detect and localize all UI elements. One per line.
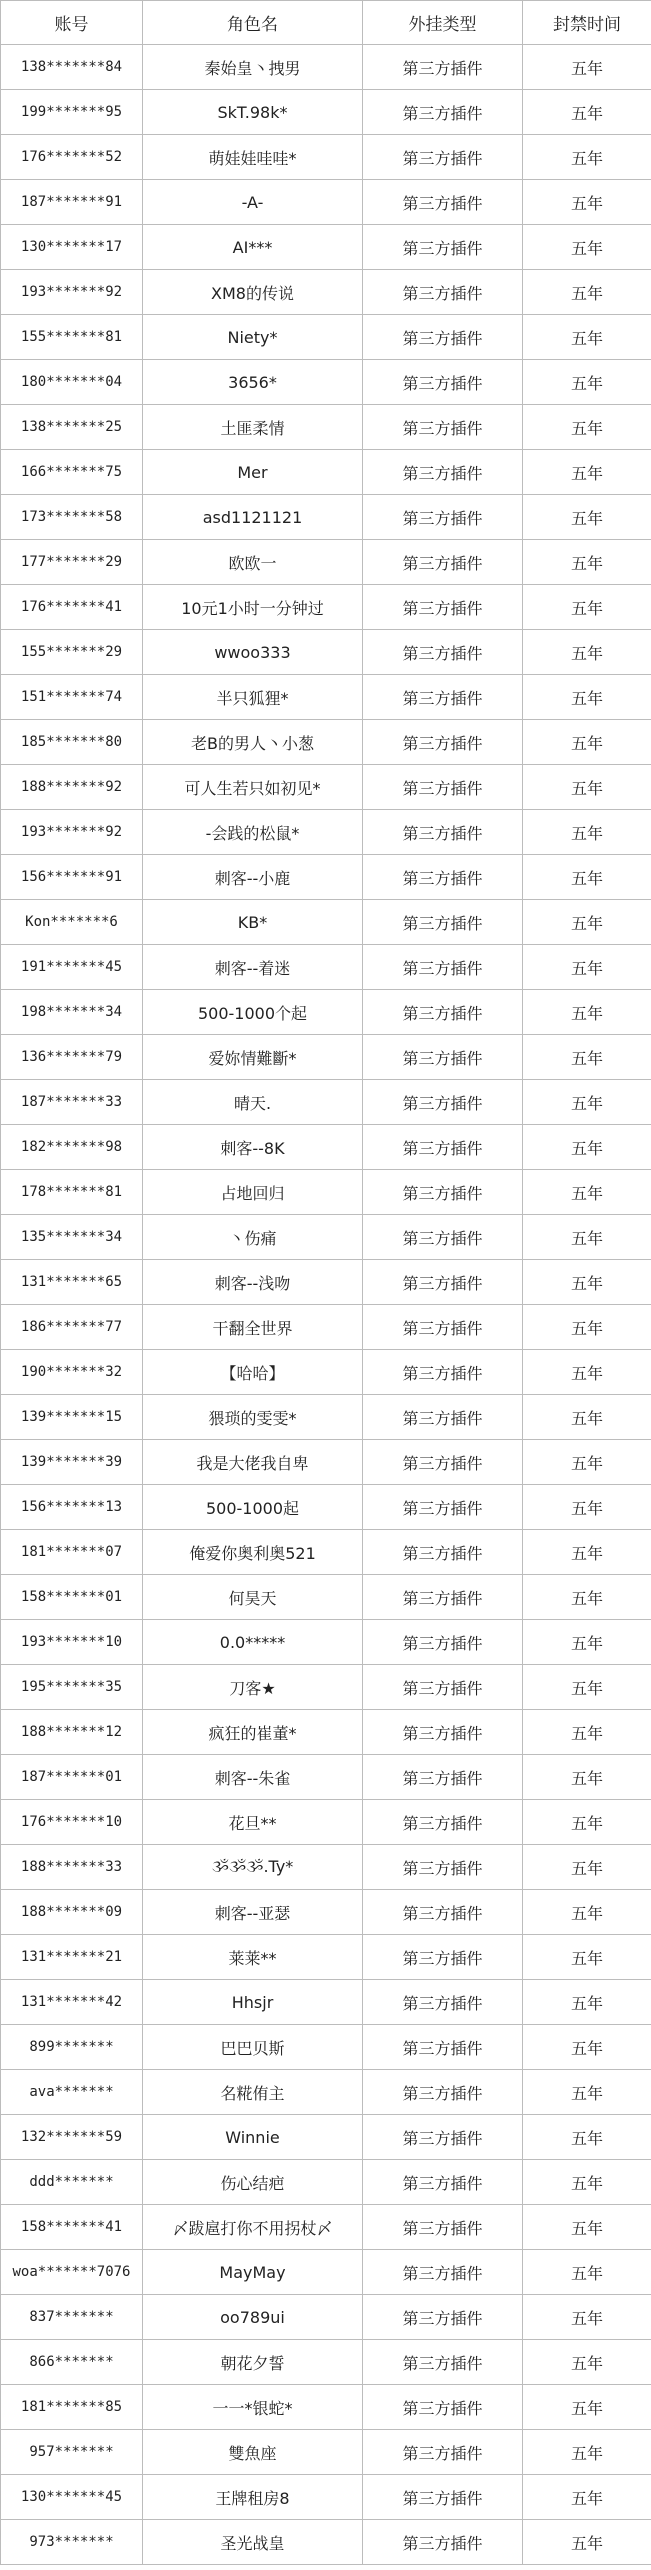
cheat-type-cell: 第三方插件	[363, 1125, 523, 1170]
account-cell: 973*******	[1, 2520, 143, 2565]
ban-duration-cell: 五年	[523, 855, 651, 900]
role-name-cell: 刺客--浅吻	[143, 1260, 363, 1305]
account-cell: 188*******92	[1, 765, 143, 810]
ban-duration-cell: 五年	[523, 765, 651, 810]
cheat-type-cell: 第三方插件	[363, 1350, 523, 1395]
ban-duration-cell: 五年	[523, 1395, 651, 1440]
account-cell: 155*******81	[1, 315, 143, 360]
role-name-cell: 欧欧一	[143, 540, 363, 585]
role-name-cell: Mer	[143, 450, 363, 495]
table-row	[1, 1665, 651, 1710]
table-row	[1, 1440, 651, 1485]
cheat-type-cell: 第三方插件	[363, 1215, 523, 1260]
account-cell: ava*******	[1, 2070, 143, 2115]
account-cell: 193*******92	[1, 810, 143, 855]
role-name-cell: oo789ui	[143, 2295, 363, 2340]
header-account: 账号	[1, 1, 143, 45]
account-cell: 188*******33	[1, 1845, 143, 1890]
role-name-cell: 10元1小时一分钟过	[143, 585, 363, 630]
cheat-type-cell: 第三方插件	[363, 1935, 523, 1980]
table-row	[1, 2475, 651, 2520]
account-cell: 181*******85	[1, 2385, 143, 2430]
cheat-type-cell: 第三方插件	[363, 2115, 523, 2160]
role-name-cell: 500-1000个起	[143, 990, 363, 1035]
account-cell: woa*******7076	[1, 2250, 143, 2295]
role-name-cell: 何昊天	[143, 1575, 363, 1620]
role-name-cell: 占地回归	[143, 1170, 363, 1215]
table-row	[1, 1890, 651, 1935]
table-row	[1, 945, 651, 990]
role-name-cell: 刺客--着迷	[143, 945, 363, 990]
account-cell: 199*******95	[1, 90, 143, 135]
account-cell: 139*******15	[1, 1395, 143, 1440]
account-cell: 131*******21	[1, 1935, 143, 1980]
table-row	[1, 1800, 651, 1845]
ban-duration-cell: 五年	[523, 1710, 651, 1755]
ban-duration-cell: 五年	[523, 270, 651, 315]
role-name-cell: 莱莱**	[143, 1935, 363, 1980]
account-cell: 186*******77	[1, 1305, 143, 1350]
cheat-type-cell: 第三方插件	[363, 540, 523, 585]
table-row	[1, 855, 651, 900]
ban-duration-cell: 五年	[523, 900, 651, 945]
table-row	[1, 2160, 651, 2205]
role-name-cell: SkT.98k*	[143, 90, 363, 135]
account-cell: 130*******17	[1, 225, 143, 270]
table-row	[1, 675, 651, 720]
cheat-type-cell: 第三方插件	[363, 270, 523, 315]
ban-duration-cell: 五年	[523, 495, 651, 540]
cheat-type-cell: 第三方插件	[363, 1845, 523, 1890]
ban-duration-cell: 五年	[523, 2295, 651, 2340]
table-row	[1, 1035, 651, 1080]
account-cell: 190*******32	[1, 1350, 143, 1395]
cheat-type-cell: 第三方插件	[363, 720, 523, 765]
account-cell: 135*******34	[1, 1215, 143, 1260]
cheat-type-cell: 第三方插件	[363, 990, 523, 1035]
table-row	[1, 2295, 651, 2340]
role-name-cell: -会践的松鼠*	[143, 810, 363, 855]
cheat-type-cell: 第三方插件	[363, 2160, 523, 2205]
role-name-cell: 【哈哈】	[143, 1350, 363, 1395]
role-name-cell: wwoo333	[143, 630, 363, 675]
role-name-cell: 王牌租房8	[143, 2475, 363, 2520]
table-row	[1, 1935, 651, 1980]
role-name-cell: 丶伤痛	[143, 1215, 363, 1260]
ban-duration-cell: 五年	[523, 1800, 651, 1845]
role-name-cell: 刺客--亚瑟	[143, 1890, 363, 1935]
ban-duration-cell: 五年	[523, 1215, 651, 1260]
cheat-type-cell: 第三方插件	[363, 2475, 523, 2520]
cheat-type-cell: 第三方插件	[363, 2295, 523, 2340]
role-name-cell: 萌娃娃哇哇*	[143, 135, 363, 180]
cheat-type-cell: 第三方插件	[363, 2205, 523, 2250]
role-name-cell: XM8的传说	[143, 270, 363, 315]
account-cell: Kon*******6	[1, 900, 143, 945]
ban-duration-cell: 五年	[523, 990, 651, 1035]
role-name-cell: 圣光战皇	[143, 2520, 363, 2565]
ban-duration-cell: 五年	[523, 1845, 651, 1890]
table-row	[1, 2385, 651, 2430]
cheat-type-cell: 第三方插件	[363, 1305, 523, 1350]
account-cell: ddd*******	[1, 2160, 143, 2205]
table-row	[1, 1710, 651, 1755]
account-cell: 837*******	[1, 2295, 143, 2340]
account-cell: 136*******79	[1, 1035, 143, 1080]
cheat-type-cell: 第三方插件	[363, 900, 523, 945]
role-name-cell: KB*	[143, 900, 363, 945]
role-name-cell: 伤心结疤	[143, 2160, 363, 2205]
role-name-cell: 疯狂的崔董*	[143, 1710, 363, 1755]
account-cell: 177*******29	[1, 540, 143, 585]
role-name-cell: 猥琐的雯雯*	[143, 1395, 363, 1440]
cheat-type-cell: 第三方插件	[363, 1440, 523, 1485]
role-name-cell: 可人生若只如初见*	[143, 765, 363, 810]
table-body	[1, 45, 651, 2565]
table-row	[1, 1305, 651, 1350]
table-row	[1, 2250, 651, 2295]
ban-duration-cell: 五年	[523, 1980, 651, 2025]
table-row	[1, 990, 651, 1035]
account-cell: 158*******41	[1, 2205, 143, 2250]
cheat-type-cell: 第三方插件	[363, 2250, 523, 2295]
table-row	[1, 315, 651, 360]
cheat-type-cell: 第三方插件	[363, 90, 523, 135]
ban-duration-cell: 五年	[523, 2160, 651, 2205]
table-row	[1, 1530, 651, 1575]
table-row	[1, 135, 651, 180]
ban-duration-cell: 五年	[523, 135, 651, 180]
cheat-type-cell: 第三方插件	[363, 630, 523, 675]
table-row	[1, 450, 651, 495]
cheat-type-cell: 第三方插件	[363, 1530, 523, 1575]
cheat-type-cell: 第三方插件	[363, 405, 523, 450]
cheat-type-cell: 第三方插件	[363, 450, 523, 495]
cheat-type-cell: 第三方插件	[363, 1800, 523, 1845]
table-row	[1, 810, 651, 855]
ban-duration-cell: 五年	[523, 1575, 651, 1620]
ban-duration-cell: 五年	[523, 1035, 651, 1080]
table-row	[1, 2520, 651, 2565]
table-row	[1, 180, 651, 225]
account-cell: 187*******01	[1, 1755, 143, 1800]
header-ban-duration: 封禁时间	[523, 1, 651, 45]
cheat-type-cell: 第三方插件	[363, 360, 523, 405]
role-name-cell: 刺客--8K	[143, 1125, 363, 1170]
cheat-type-cell: 第三方插件	[363, 1035, 523, 1080]
table-row	[1, 90, 651, 135]
ban-duration-cell: 五年	[523, 1170, 651, 1215]
table-header	[1, 1, 651, 45]
account-cell: 176*******52	[1, 135, 143, 180]
ban-duration-cell: 五年	[523, 1530, 651, 1575]
table-row	[1, 2025, 651, 2070]
account-cell: 156*******91	[1, 855, 143, 900]
ban-duration-cell: 五年	[523, 2475, 651, 2520]
table-row	[1, 225, 651, 270]
cheat-type-cell: 第三方插件	[363, 585, 523, 630]
ban-duration-cell: 五年	[523, 1755, 651, 1800]
table-row	[1, 270, 651, 315]
cheat-type-cell: 第三方插件	[363, 315, 523, 360]
ban-duration-cell: 五年	[523, 585, 651, 630]
cheat-type-cell: 第三方插件	[363, 2385, 523, 2430]
ban-duration-cell: 五年	[523, 1440, 651, 1485]
account-cell: 866*******	[1, 2340, 143, 2385]
header-cheat-type: 外挂类型	[363, 1, 523, 45]
table-row	[1, 765, 651, 810]
ban-duration-cell: 五年	[523, 45, 651, 90]
table-row	[1, 45, 651, 90]
table-row	[1, 1845, 651, 1890]
table-row	[1, 900, 651, 945]
table-row	[1, 1980, 651, 2025]
table-row	[1, 495, 651, 540]
ban-duration-cell: 五年	[523, 1305, 651, 1350]
role-name-cell: 花旦**	[143, 1800, 363, 1845]
table-row	[1, 405, 651, 450]
ban-duration-cell: 五年	[523, 2430, 651, 2475]
role-name-cell: 3656*	[143, 360, 363, 405]
ban-duration-cell: 五年	[523, 2205, 651, 2250]
cheat-type-cell: 第三方插件	[363, 2430, 523, 2475]
ban-duration-cell: 五年	[523, 1125, 651, 1170]
account-cell: 178*******81	[1, 1170, 143, 1215]
ban-duration-cell: 五年	[523, 405, 651, 450]
ban-duration-cell: 五年	[523, 2025, 651, 2070]
role-name-cell: MayMay	[143, 2250, 363, 2295]
role-name-cell: 土匪柔情	[143, 405, 363, 450]
role-name-cell: Niety*	[143, 315, 363, 360]
table-row	[1, 1395, 651, 1440]
role-name-cell: 俺爱你奥利奥521	[143, 1530, 363, 1575]
account-cell: 193*******10	[1, 1620, 143, 1665]
account-cell: 138*******25	[1, 405, 143, 450]
header-role-name: 角色名	[143, 1, 363, 45]
role-name-cell: ૐૐૐ.Ty*	[143, 1845, 363, 1890]
role-name-cell: Winnie	[143, 2115, 363, 2160]
table-row	[1, 1170, 651, 1215]
account-cell: 176*******41	[1, 585, 143, 630]
account-cell: 156*******13	[1, 1485, 143, 1530]
role-name-cell: 秦始皇丶拽男	[143, 45, 363, 90]
account-cell: 957*******	[1, 2430, 143, 2475]
cheat-type-cell: 第三方插件	[363, 1575, 523, 1620]
ban-duration-cell: 五年	[523, 90, 651, 135]
role-name-cell: 〆跋扈打你不用拐杖〆	[143, 2205, 363, 2250]
account-cell: 176*******10	[1, 1800, 143, 1845]
cheat-type-cell: 第三方插件	[363, 1485, 523, 1530]
cheat-type-cell: 第三方插件	[363, 45, 523, 90]
ban-duration-cell: 五年	[523, 450, 651, 495]
table-row	[1, 630, 651, 675]
ban-duration-cell: 五年	[523, 2070, 651, 2115]
account-cell: 166*******75	[1, 450, 143, 495]
cheat-type-cell: 第三方插件	[363, 1980, 523, 2025]
role-name-cell: 刀客★	[143, 1665, 363, 1710]
cheat-type-cell: 第三方插件	[363, 945, 523, 990]
table-row	[1, 585, 651, 630]
ban-duration-cell: 五年	[523, 1485, 651, 1530]
role-name-cell: 老B的男人丶小葱	[143, 720, 363, 765]
role-name-cell: 爱妳情難斷*	[143, 1035, 363, 1080]
cheat-type-cell: 第三方插件	[363, 180, 523, 225]
role-name-cell: 雙魚座	[143, 2430, 363, 2475]
table-row	[1, 1755, 651, 1800]
cheat-type-cell: 第三方插件	[363, 225, 523, 270]
table-row	[1, 1485, 651, 1530]
account-cell: 138*******84	[1, 45, 143, 90]
cheat-type-cell: 第三方插件	[363, 1710, 523, 1755]
role-name-cell: 晴天.	[143, 1080, 363, 1125]
table-row	[1, 540, 651, 585]
role-name-cell: AI***	[143, 225, 363, 270]
table-row	[1, 2115, 651, 2160]
table-row	[1, 2340, 651, 2385]
account-cell: 173*******58	[1, 495, 143, 540]
ban-duration-cell: 五年	[523, 720, 651, 765]
table-row	[1, 2205, 651, 2250]
cheat-type-cell: 第三方插件	[363, 1755, 523, 1800]
account-cell: 131*******42	[1, 1980, 143, 2025]
ban-duration-cell: 五年	[523, 540, 651, 585]
ban-duration-cell: 五年	[523, 1350, 651, 1395]
ban-duration-cell: 五年	[523, 630, 651, 675]
ban-duration-cell: 五年	[523, 2340, 651, 2385]
account-cell: 188*******09	[1, 1890, 143, 1935]
table-row	[1, 1215, 651, 1260]
cheat-type-cell: 第三方插件	[363, 675, 523, 720]
account-cell: 132*******59	[1, 2115, 143, 2160]
account-cell: 185*******80	[1, 720, 143, 765]
account-cell: 151*******74	[1, 675, 143, 720]
table-row	[1, 720, 651, 765]
cheat-type-cell: 第三方插件	[363, 1080, 523, 1125]
cheat-type-cell: 第三方插件	[363, 2520, 523, 2565]
account-cell: 188*******12	[1, 1710, 143, 1755]
account-cell: 139*******39	[1, 1440, 143, 1485]
cheat-type-cell: 第三方插件	[363, 1665, 523, 1710]
account-cell: 182*******98	[1, 1125, 143, 1170]
account-cell: 155*******29	[1, 630, 143, 675]
cheat-type-cell: 第三方插件	[363, 1170, 523, 1215]
table-row	[1, 1620, 651, 1665]
cheat-type-cell: 第三方插件	[363, 2340, 523, 2385]
ban-duration-cell: 五年	[523, 315, 651, 360]
role-name-cell: 干翻全世界	[143, 1305, 363, 1350]
cheat-type-cell: 第三方插件	[363, 765, 523, 810]
account-cell: 198*******34	[1, 990, 143, 1035]
ban-duration-cell: 五年	[523, 675, 651, 720]
account-cell: 187*******91	[1, 180, 143, 225]
ban-duration-cell: 五年	[523, 2520, 651, 2565]
ban-duration-cell: 五年	[523, 945, 651, 990]
role-name-cell: 朝花夕誓	[143, 2340, 363, 2385]
role-name-cell: 名糀侑主	[143, 2070, 363, 2115]
ban-duration-cell: 五年	[523, 810, 651, 855]
table-row	[1, 1125, 651, 1170]
role-name-cell: asd1121121	[143, 495, 363, 540]
role-name-cell: 500-1000起	[143, 1485, 363, 1530]
ban-duration-cell: 五年	[523, 180, 651, 225]
role-name-cell: 刺客--小鹿	[143, 855, 363, 900]
table-row	[1, 2430, 651, 2475]
ban-duration-cell: 五年	[523, 2250, 651, 2295]
header-row	[1, 1, 651, 45]
account-cell: 181*******07	[1, 1530, 143, 1575]
account-cell: 130*******45	[1, 2475, 143, 2520]
ban-duration-cell: 五年	[523, 2385, 651, 2430]
table-row	[1, 2070, 651, 2115]
cheat-type-cell: 第三方插件	[363, 855, 523, 900]
cheat-type-cell: 第三方插件	[363, 2070, 523, 2115]
ban-duration-cell: 五年	[523, 2115, 651, 2160]
cheat-type-cell: 第三方插件	[363, 810, 523, 855]
ban-duration-cell: 五年	[523, 1935, 651, 1980]
table-row	[1, 1350, 651, 1395]
ban-duration-cell: 五年	[523, 1620, 651, 1665]
ban-duration-cell: 五年	[523, 225, 651, 270]
cheat-type-cell: 第三方插件	[363, 1395, 523, 1440]
role-name-cell: 半只狐狸*	[143, 675, 363, 720]
role-name-cell: 一一*银蛇*	[143, 2385, 363, 2430]
role-name-cell: -A-	[143, 180, 363, 225]
account-cell: 899*******	[1, 2025, 143, 2070]
account-cell: 180*******04	[1, 360, 143, 405]
account-cell: 131*******65	[1, 1260, 143, 1305]
cheat-type-cell: 第三方插件	[363, 135, 523, 180]
ban-duration-cell: 五年	[523, 1665, 651, 1710]
ban-duration-cell: 五年	[523, 360, 651, 405]
cheat-type-cell: 第三方插件	[363, 1260, 523, 1305]
cheat-type-cell: 第三方插件	[363, 1620, 523, 1665]
ban-duration-cell: 五年	[523, 1890, 651, 1935]
cheat-type-cell: 第三方插件	[363, 1890, 523, 1935]
cheat-type-cell: 第三方插件	[363, 2025, 523, 2070]
role-name-cell: Hhsjr	[143, 1980, 363, 2025]
account-cell: 191*******45	[1, 945, 143, 990]
role-name-cell: 0.0*****	[143, 1620, 363, 1665]
account-cell: 193*******92	[1, 270, 143, 315]
account-cell: 187*******33	[1, 1080, 143, 1125]
table-row	[1, 1080, 651, 1125]
account-cell: 158*******01	[1, 1575, 143, 1620]
table-row	[1, 1260, 651, 1305]
cheat-type-cell: 第三方插件	[363, 495, 523, 540]
role-name-cell: 巴巴贝斯	[143, 2025, 363, 2070]
role-name-cell: 刺客--朱雀	[143, 1755, 363, 1800]
table-row	[1, 1575, 651, 1620]
table-row	[1, 360, 651, 405]
account-cell: 195*******35	[1, 1665, 143, 1710]
role-name-cell: 我是大佬我自卑	[143, 1440, 363, 1485]
ban-duration-cell: 五年	[523, 1260, 651, 1305]
ban-duration-cell: 五年	[523, 1080, 651, 1125]
